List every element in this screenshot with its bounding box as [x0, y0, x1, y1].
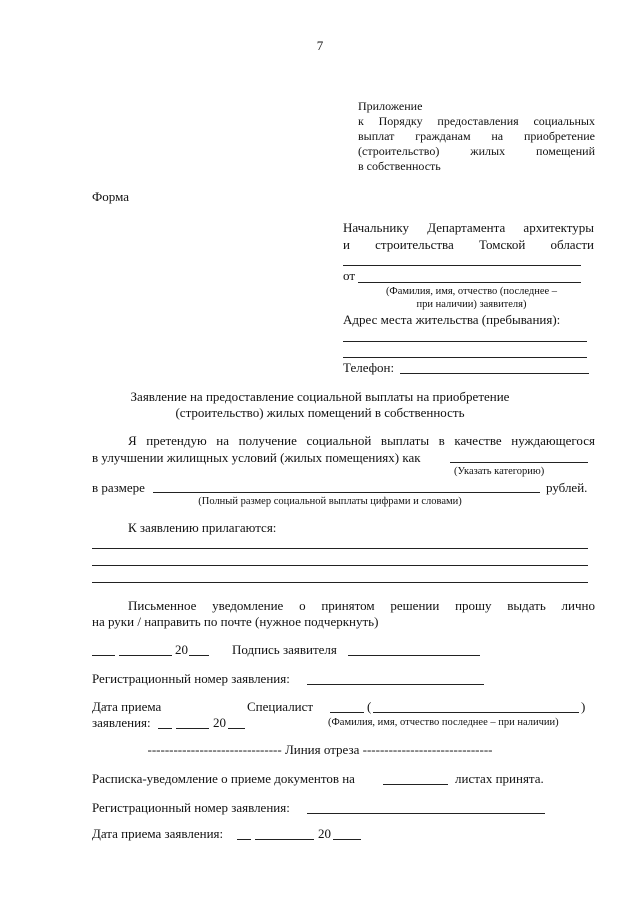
claim-text: в улучшении жилищных условий (жилых помещениях) как — [92, 450, 421, 465]
addressee-blank-line[interactable] — [343, 265, 581, 266]
month-field[interactable] — [176, 728, 209, 729]
year-prefix: 20 — [318, 826, 331, 841]
day-field[interactable] — [237, 839, 251, 840]
attachments-field[interactable] — [92, 565, 588, 566]
applicant-name-field[interactable] — [358, 282, 581, 283]
sheets-count-field[interactable] — [383, 784, 448, 785]
address-field[interactable] — [343, 357, 587, 358]
document-title: Заявление на предоставление социальной выплаты на приобретение — [130, 389, 510, 404]
specialist-signature-field[interactable] — [330, 712, 364, 713]
signature-label: Подпись заявителя — [232, 642, 337, 657]
day-field[interactable] — [92, 655, 115, 656]
specialist-label: Специалист — [247, 699, 314, 714]
form-label: Форма — [92, 189, 129, 204]
fio-hint: (Фамилия, имя, отчество (последнее – — [385, 286, 558, 297]
appendix-line: к Порядку предоставления социальных — [358, 114, 595, 128]
category-hint: (Указать категорию) — [454, 466, 545, 477]
receipt-date-label: заявления: — [92, 715, 151, 730]
fio-hint: при наличии) заявителя) — [416, 299, 527, 310]
cut-line — [0, 742, 640, 758]
receipt-reg-label: Регистрационный номер заявления: — [92, 800, 290, 815]
year-field[interactable] — [228, 728, 245, 729]
attachments-field[interactable] — [92, 582, 588, 583]
page-number: 7 — [316, 38, 324, 53]
amount-prefix: в размере — [92, 480, 145, 495]
attachments-field[interactable] — [92, 548, 588, 549]
close-paren: ) — [581, 699, 586, 714]
day-field[interactable] — [158, 728, 172, 729]
address-field[interactable] — [343, 341, 587, 342]
receipt-docs-suffix: листах принята. — [455, 771, 544, 786]
category-field[interactable] — [450, 462, 588, 463]
specialist-hint: (Фамилия, имя, отчество последнее – при наличии) — [328, 717, 559, 728]
reg-number-label: Регистрационный номер заявления: — [92, 671, 290, 686]
receipt-date-label: Дата приема — [92, 699, 162, 714]
amount-field[interactable] — [153, 492, 540, 493]
month-field[interactable] — [255, 839, 314, 840]
open-paren: ( — [367, 699, 372, 714]
phone-label: Телефон: — [343, 360, 395, 375]
amount-suffix: рублей. — [546, 480, 588, 495]
addressee-line: и строительства Томской области — [343, 237, 594, 252]
receipt-date-label: Дата приема заявления: — [92, 826, 224, 841]
appendix-line: (строительство) жилых помещений — [358, 144, 595, 158]
appendix-line: выплат гражданам на приобретение — [358, 129, 595, 143]
cut-dashes: ------------------------------- — [147, 742, 285, 757]
notice-text: Письменное уведомление о принятом решении прошу выдать лично — [128, 598, 595, 613]
signature-field[interactable] — [348, 655, 480, 656]
amount-hint: (Полный размер социальной выплаты цифрами и словами) — [198, 496, 462, 507]
cut-line-label: Линия отреза — [284, 742, 360, 757]
attachments-label: К заявлению прилагаются: — [128, 520, 277, 535]
receipt-reg-field[interactable] — [307, 813, 545, 814]
receipt-docs-prefix: Расписка-уведомление о приеме документов на — [92, 771, 355, 786]
reg-number-field[interactable] — [307, 684, 484, 685]
appendix-line: в собственность — [358, 159, 441, 173]
claim-text: Я претендую на получение социальной выплаты в качестве нуждающегося — [128, 433, 595, 448]
year-prefix: 20 — [175, 642, 188, 657]
cut-dashes: ------------------------------ — [359, 742, 493, 757]
document-title: (строительство) жилых помещений в собственность — [175, 405, 465, 420]
month-field[interactable] — [119, 655, 172, 656]
year-prefix: 20 — [213, 715, 226, 730]
year-field[interactable] — [189, 655, 209, 656]
address-label: Адрес места жительства (пребывания): — [343, 312, 561, 327]
appendix-line: Приложение — [358, 99, 423, 113]
phone-field[interactable] — [400, 373, 589, 374]
from-label: от — [343, 268, 356, 283]
notice-text: на руки / направить по почте (нужное подчеркнуть) — [92, 614, 379, 629]
addressee-line: Начальнику Департамента архитектуры — [343, 220, 594, 235]
year-field[interactable] — [333, 839, 361, 840]
specialist-name-field[interactable] — [373, 712, 579, 713]
